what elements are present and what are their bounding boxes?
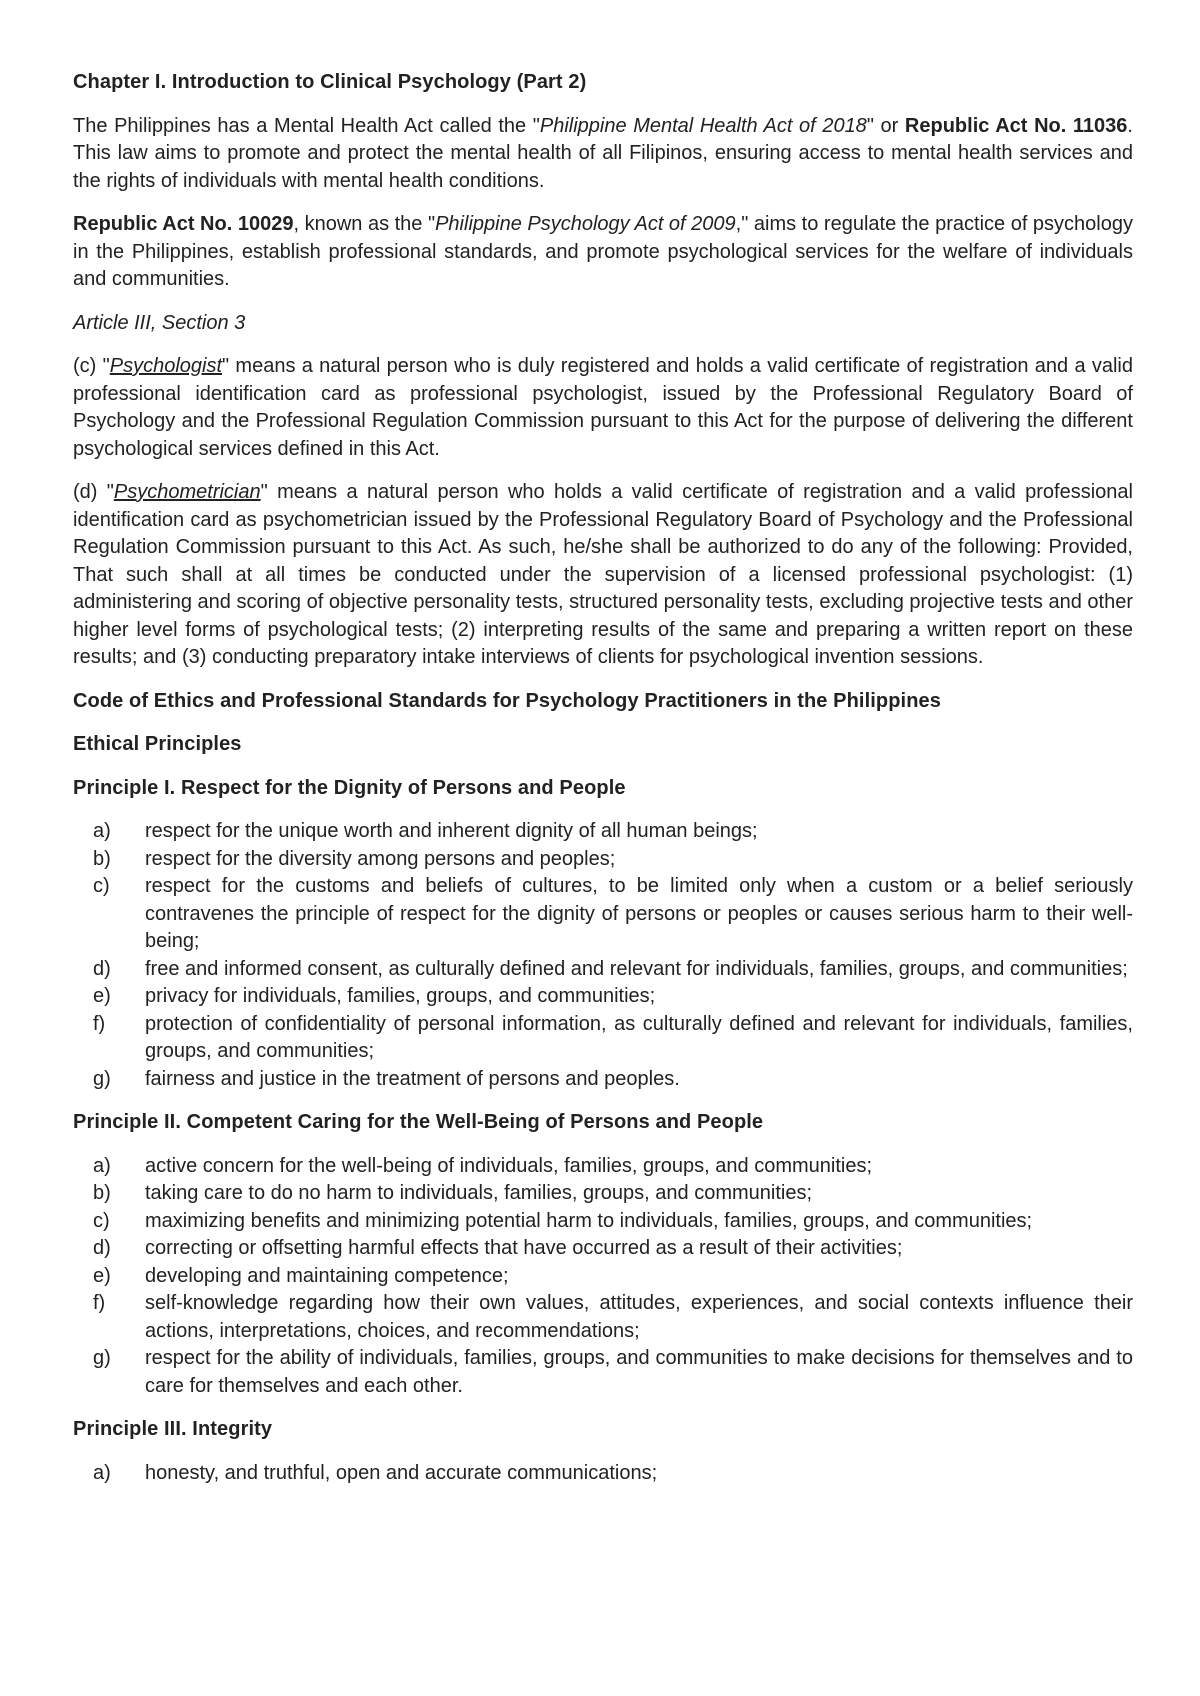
list-item — [73, 1208, 1133, 1236]
principle-1-title: Principle I. Respect for the Dignity of Persons and People — [73, 776, 626, 799]
republic-act-10029: Republic Act No. 10029 — [73, 213, 294, 235]
paragraph-mental-health-act: The Philippines has a Mental Health Act called the "Philippine Mental Health Act of 2018" or Republic Act No. 11036. This law aims to promote and protect the mental health of all Filipinos, ensuring access to mental health services and the rights of individuals with mental health conditions. — [73, 114, 1133, 192]
list-item-text: free and informed consent, as culturally defined and relevant for individuals, families, groups, and communities; — [145, 957, 1128, 980]
principle-3-title: Principle III. Integrity — [73, 1418, 273, 1440]
list-item-text: maximizing benefits and minimizing potential harm to individuals, families, groups, and communities; — [145, 1209, 1033, 1232]
paragraph-psychology-act: Republic Act No. 10029, known as the "Philippine Psychology Act of 2009," aims to regulate the practice of psychology in the Philippines, establish professional standards, and promote psychological services for the welfare of individuals and communities. — [73, 213, 1133, 290]
list-item-text: fairness and justice in the treatment of persons and peoples. — [145, 1067, 680, 1090]
list-marker: c) — [93, 875, 110, 897]
list-marker: a) — [93, 1461, 111, 1484]
list-item-text: taking care to do no harm to individuals, families, groups, and communities; — [145, 1182, 813, 1204]
list-marker: g) — [93, 1347, 111, 1369]
term-psychometrician: Psychometrician — [113, 481, 261, 503]
list-item — [73, 1263, 1133, 1291]
list-item — [73, 1460, 1133, 1488]
article-reference: Article III, Section 3 — [73, 311, 246, 334]
principle-1-list — [73, 818, 1133, 1093]
list-item-text: protection of confidentiality of personal information, as culturally defined and relevant for individuals, families, groups, and communities; — [145, 1012, 1133, 1062]
list-item — [73, 873, 1133, 956]
list-marker: f) — [93, 1012, 106, 1035]
list-item-text: privacy for individuals, families, groups, and communities; — [145, 985, 656, 1007]
code-of-ethics-heading: Code of Ethics and Professional Standards for Psychology Practitioners in the Philippines — [73, 689, 941, 712]
list-marker: d) — [93, 957, 111, 980]
list-item — [73, 1180, 1133, 1208]
list-item — [73, 818, 1133, 846]
list-marker: b) — [93, 1182, 111, 1204]
list-marker: e) — [93, 1264, 111, 1287]
list-item — [73, 1011, 1133, 1066]
list-item — [73, 1235, 1133, 1263]
list-item — [73, 846, 1133, 874]
list-item — [73, 1066, 1133, 1094]
list-item-text: self-knowledge regarding how their own values, attitudes, experiences, and social contexts influence their actions, interpretations, choices, and recommendations; — [145, 1292, 1133, 1342]
document-body — [73, 69, 1133, 1503]
list-item-text: respect for the customs and beliefs of cultures, to be limited only when a custom or a belief seriously contravenes the principle of respect for the dignity of persons or peoples or causes serious harm to their well-being; — [145, 875, 1133, 952]
list-item — [73, 1290, 1133, 1345]
term-psychologist: Psychologist — [109, 355, 223, 377]
list-marker: b) — [93, 847, 111, 870]
list-marker: f) — [93, 1292, 106, 1314]
list-item-text: active concern for the well-being of individuals, families, groups, and communities; — [145, 1154, 873, 1177]
list-item-text: respect for the ability of individuals, families, groups, and communities to make decisions for themselves and to care for themselves and each other. — [145, 1347, 1133, 1397]
list-marker: a) — [93, 820, 111, 842]
act-name-italic: Philippine Mental Health Act of 2018 — [539, 114, 867, 137]
act-name-italic: Philippine Psychology Act of 2009 — [435, 213, 736, 235]
list-item — [73, 1153, 1133, 1181]
list-item — [73, 1345, 1133, 1400]
list-marker: e) — [93, 985, 111, 1007]
list-marker: c) — [93, 1209, 110, 1232]
chapter-title: Chapter I. Introduction to Clinical Psychology (Part 2) — [73, 71, 587, 93]
principle-3-list — [73, 1460, 1133, 1488]
list-item-text: developing and maintaining competence; — [145, 1264, 509, 1287]
definition-psychologist: (c) "Psychologist" means a natural person who is duly registered and holds a valid certificate of registration and a valid professional identification card as professional psychologist, issued by the Professional Regulatory Board of Psychology and the Professional Regulation Commission pursuant to this Act for the purpose of delivering the different psychological services defined in this Act. — [73, 355, 1133, 460]
definition-psychometrician: (d) "Psychometrician" means a natural person who holds a valid certificate of registration and a valid professional identification card as psychometrician issued by the Professional Regulatory Board of Psychology and the Professional Regulation Commission pursuant to this Act. As such, he/she shall be authorized to do any of the following: Provided, That such shall at all times be conducted under the supervision of a licensed professional psychologist: (1) administering and scoring of objective personality tests, structured personality tests, excluding projective tests and other higher level forms of psychological tests; (2) interpreting results of the same and preparing a written report on these results; and (3) conducting preparatory intake interviews of clients for psychological invention sessions. — [73, 481, 1133, 668]
list-marker: g) — [93, 1067, 111, 1090]
principle-2-list — [73, 1153, 1133, 1401]
list-item-text: honesty, and truthful, open and accurate communications; — [145, 1461, 658, 1484]
republic-act-11036: Republic Act No. 11036 — [904, 114, 1128, 137]
list-item-text: correcting or offsetting harmful effects that have occurred as a result of their activities; — [145, 1237, 903, 1259]
principle-2-title: Principle II. Competent Caring for the Well-Being of Persons and People — [73, 1111, 764, 1133]
list-item-text: respect for the diversity among persons and peoples; — [145, 847, 616, 870]
list-item-text: respect for the unique worth and inherent dignity of all human beings; — [145, 820, 758, 842]
list-item — [73, 956, 1133, 984]
list-item — [73, 983, 1133, 1011]
list-marker: a) — [93, 1154, 111, 1177]
list-marker: d) — [93, 1237, 111, 1259]
ethical-principles-heading: Ethical Principles — [73, 733, 242, 755]
